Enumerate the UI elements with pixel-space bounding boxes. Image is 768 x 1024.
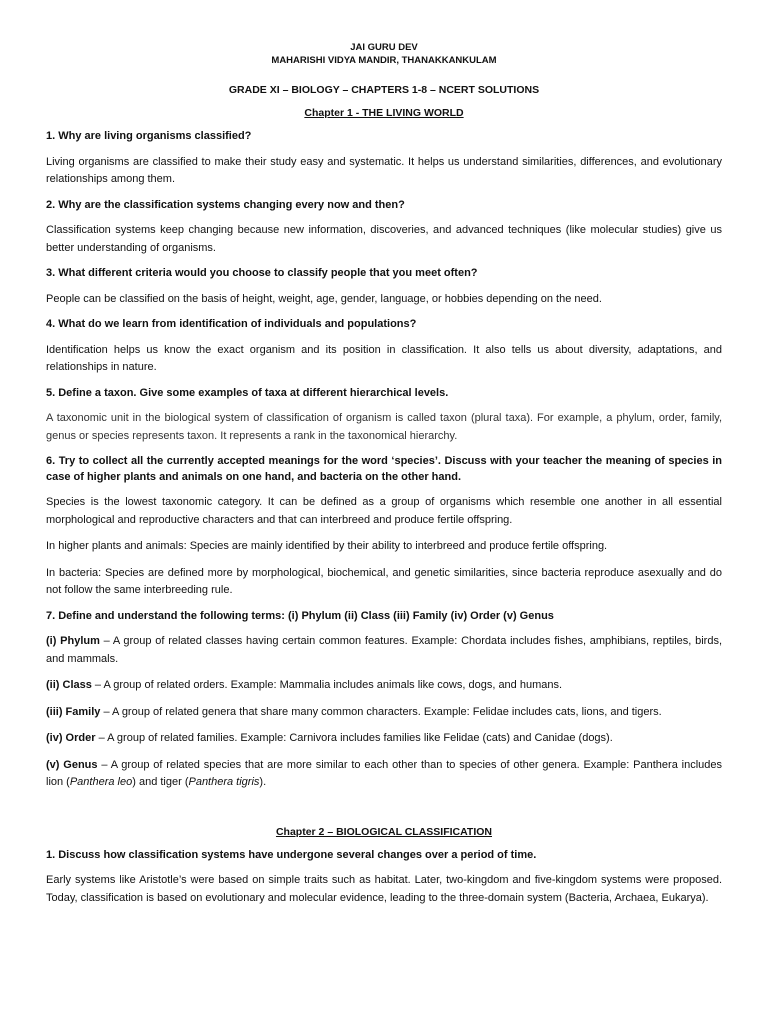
chapter-1-title: Chapter 1 - THE LIVING WORLD: [304, 107, 464, 119]
term-family-label: (iii) Family: [46, 705, 101, 718]
term-genus-text-2: ) and tiger (: [132, 776, 189, 788]
term-phylum-label: (i) Phylum: [46, 635, 100, 647]
term-family-text: – A group of related genera that share many common characters. Example: Felidae includes cats, lions, and tigers.: [100, 705, 662, 718]
term-genus-label: (v) Genus: [46, 758, 98, 771]
term-phylum-text: – A group of related classes having certain common features. Example: Chordata includes fishes, amphibians, reptiles, birds, and mammals.: [46, 635, 722, 665]
term-phylum: [46, 633, 722, 668]
answer-2-1: Early systems like Aristotle’s were based on simple traits such as habitat. Later, two-kingdom and five-kingdom systems were proposed. Today, classification is based on evolutionary and molecular evidence, leading to the three-domain system (Bacteria, Archaea, Eukarya).: [46, 874, 722, 904]
answer-1-6-bacteria: In bacteria: Species are defined more by morphological, biochemical, and genetic similarities, since bacteria reproduce asexually and do not follow the same interbreeding rule.: [46, 566, 722, 596]
question-1-4: 4. What do we learn from identification of individuals and populations?: [46, 318, 417, 330]
lion-species-name: Panthera leo: [69, 776, 133, 788]
answer-1-6-definition: Species is the lowest taxonomic category. It can be defined as a group of organisms which resemble one another in all essential morphological and reproductive characters and that can interbreed and produce fertile offspring.: [46, 496, 722, 526]
school-motto: JAI GURU DEV: [350, 42, 418, 53]
document-page: [46, 41, 722, 907]
question-1-5: 5. Define a taxon. Give some examples of taxa at different hierarchical levels.: [46, 386, 449, 399]
question-2-1: 1. Discuss how classification systems have undergone several changes over a period of time.: [46, 848, 537, 861]
answer-1-5: A taxonomic unit in the biological system of classification of organism is called taxon (plural taxa). For example, a phylum, order, family, genus or species represents taxon. It represents a rank in the taxonomical hierarchy.: [46, 412, 722, 442]
chapter-2-title: Chapter 2 – BIOLOGICAL CLASSIFICATION: [275, 825, 493, 838]
term-class-label: (ii) Class: [46, 679, 92, 691]
answer-1-2: Classification systems keep changing because new information, discoveries, and advanced techniques (like molecular studies) give us better understanding of organisms.: [46, 224, 722, 254]
term-class: [46, 677, 722, 695]
answer-1-3: People can be classified on the basis of height, weight, age, gender, language, or hobbies depending on the need.: [46, 292, 602, 305]
question-1-1: 1. Why are living organisms classified?: [46, 130, 252, 142]
question-1-3: 3. What different criteria would you choose to classify people that you meet often?: [46, 267, 478, 279]
term-order-label: (iv) Order: [46, 732, 96, 744]
term-genus-text: – A group of related species that are more similar to each other than to species of other genera. Example: Panthera includes lion (: [46, 758, 723, 788]
tiger-species-name: Panthera tigris: [188, 776, 260, 788]
term-order: [46, 730, 722, 748]
term-genus-text-3: ).: [259, 776, 267, 788]
term-genus: [46, 757, 722, 792]
document-title: GRADE XI – BIOLOGY – CHAPTERS 1-8 – NCERT SOLUTIONS: [228, 84, 540, 96]
question-1-7: 7. Define and understand the following terms: (i) Phylum (ii) Class (iii) Family (iv) Order (v) Genus: [46, 609, 554, 622]
term-family: [46, 704, 722, 722]
answer-1-6-plants-animals: In higher plants and animals: Species are mainly identified by their ability to interbreed and produce fertile offspring.: [46, 540, 608, 552]
answer-1-1: Living organisms are classified to make their study easy and systematic. It helps us understand similarities, differences, and evolutionary relationships among them.: [46, 155, 722, 185]
question-1-6: 6. Try to collect all the currently accepted meanings for the word ‘species’. Discuss with your teacher the meaning of species in case of higher plants and animals on one hand, and bacteria on the other hand.: [46, 455, 722, 483]
term-class-text: – A group of related orders. Example: Mammalia includes animals like cows, dogs, and humans.: [91, 679, 563, 691]
question-1-2: 2. Why are the classification systems changing every now and then?: [46, 198, 405, 211]
school-name: MAHARISHI VIDYA MANDIR, THANAKKANKULAM: [271, 55, 497, 66]
term-order-text: – A group of related families. Example: Carnivora includes families like Felidae (cats) and Canidae (dogs).: [95, 732, 613, 744]
answer-1-4: Identification helps us know the exact organism and its position in classification. It also tells us about diversity, adaptations, and relationships in nature.: [46, 343, 722, 373]
